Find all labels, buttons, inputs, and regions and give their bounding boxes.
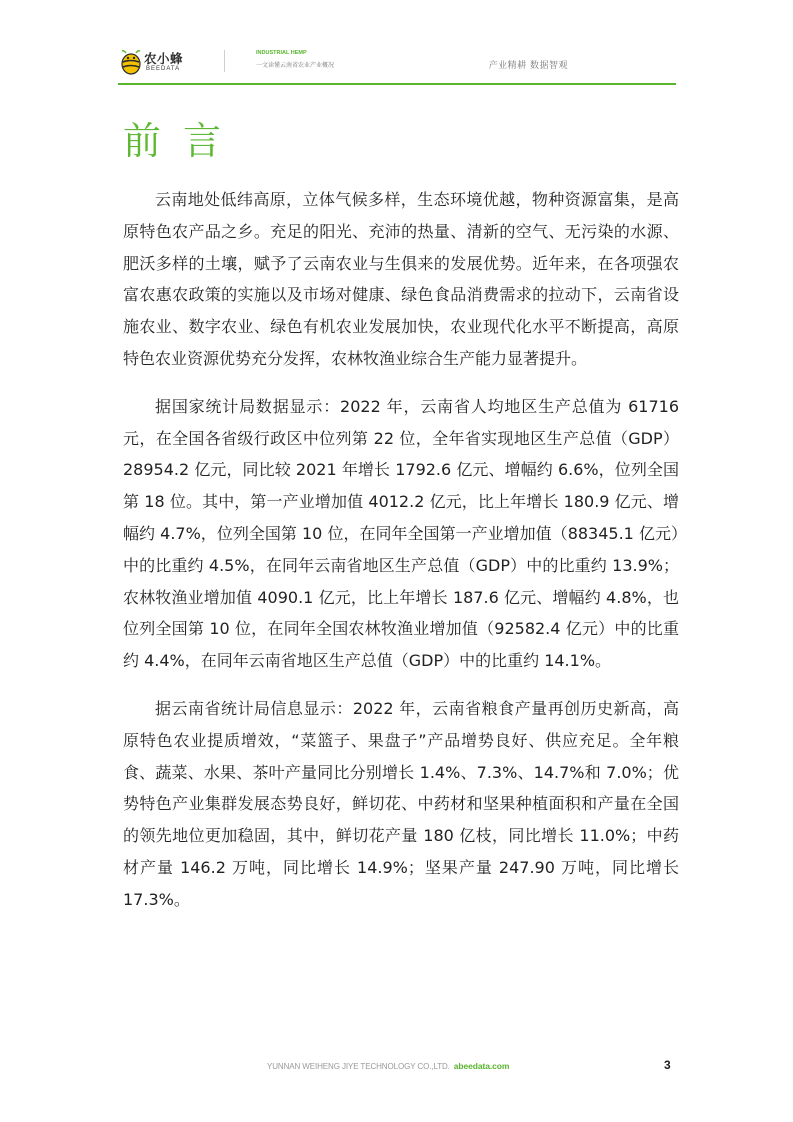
body-content bbox=[123, 184, 679, 932]
header-divider bbox=[224, 50, 225, 72]
page-number: 3 bbox=[664, 1058, 671, 1072]
footer-website-link[interactable]: abeedata.com bbox=[453, 1061, 510, 1071]
logo-name-cn: 农小蜂 bbox=[144, 51, 184, 66]
logo-name-en: BEEDATA bbox=[146, 66, 181, 72]
page-header bbox=[118, 44, 676, 85]
report-title-en: INDUSTRIAL HEMP bbox=[256, 50, 307, 56]
paragraph-provincial-stats: 据云南省统计局信息显示：2022 年，云南省粮食产量再创历史新高，高原特色农业提质增效，“菜篮子、果盘子”产品增势良好、供应充足。全年粮食、蔬菜、水果、茶叶产量同比分别增长 1.4%、7.3%、14.7%和 7.0%；优势特色产业集群发展态势良好，鲜切花、中药材和坚果种植面积和产量在全国的领先地位更加稳固，其中，鲜切花产量 180 亿枝，同比增长 11.0%；中药材产量 146.2 万吨，同比增长 14.9%；坚果产量 247.90 万吨，同比增长 17.3%。 bbox=[123, 698, 679, 909]
report-title-cn: 一文读懂云南省农业产业概况 bbox=[256, 62, 335, 69]
brand-logo bbox=[120, 47, 210, 77]
footer-company: YUNNAN WEIHENG JIYE TECHNOLOGY CO.,LTD. bbox=[267, 1062, 450, 1071]
paragraph-intro: 云南地处低纬高原，立体气候多样，生态环境优越，物种资源富集，是高原特色农产品之乡。充足的阳光、充沛的热量、清新的空气、无污染的水源、肥沃多样的土壤，赋予了云南农业与生俱来的发展优势。近年来，在各项强农富农惠农政策的实施以及市场对健康、绿色食品消费需求的拉动下，云南省设施农业、数字农业、绿色有机农业发展加快，农业现代化水平不断提高，高原特色农业资源优势充分发挥，农林牧渔业综合生产能力显著提升。 bbox=[123, 190, 679, 368]
bee-logo-icon bbox=[120, 49, 142, 75]
page-footer bbox=[267, 1061, 509, 1071]
page-title: 前言 bbox=[123, 119, 244, 163]
header-slogan: 产业精耕 数据智观 bbox=[488, 61, 568, 71]
header-rule bbox=[118, 83, 676, 85]
paragraph-national-stats: 据国家统计局数据显示：2022 年，云南省人均地区生产总值为 61716 元，在全国各省级行政区中位列第 22 位，全年省实现地区生产总值（GDP）28954.2 亿元，同比较 2021 年增长 1792.6 亿元、增幅约 6.6%，位列全国第 18 位。其中，第一产业增加值 4012.2 亿元，比上年增长 180.9 亿元、增幅约 4.7%，位列全国第 10 位，在同年全国第一产业增加值（88345.1 亿元）中的比重约 4.5%，在同年云南省地区生产总值（GDP）中的比重约 13.9%；农林牧渔业增加值 4090.1 亿元，比上年增长 187.6 亿元、增幅约 4.8%，也位列全国第 10 位，在同年全国农林牧渔业增加值（92582.4 亿元）中的比重约 4.4%，在同年云南省地区生产总值（GDP）中的比重约 14.1%。 bbox=[123, 396, 679, 671]
